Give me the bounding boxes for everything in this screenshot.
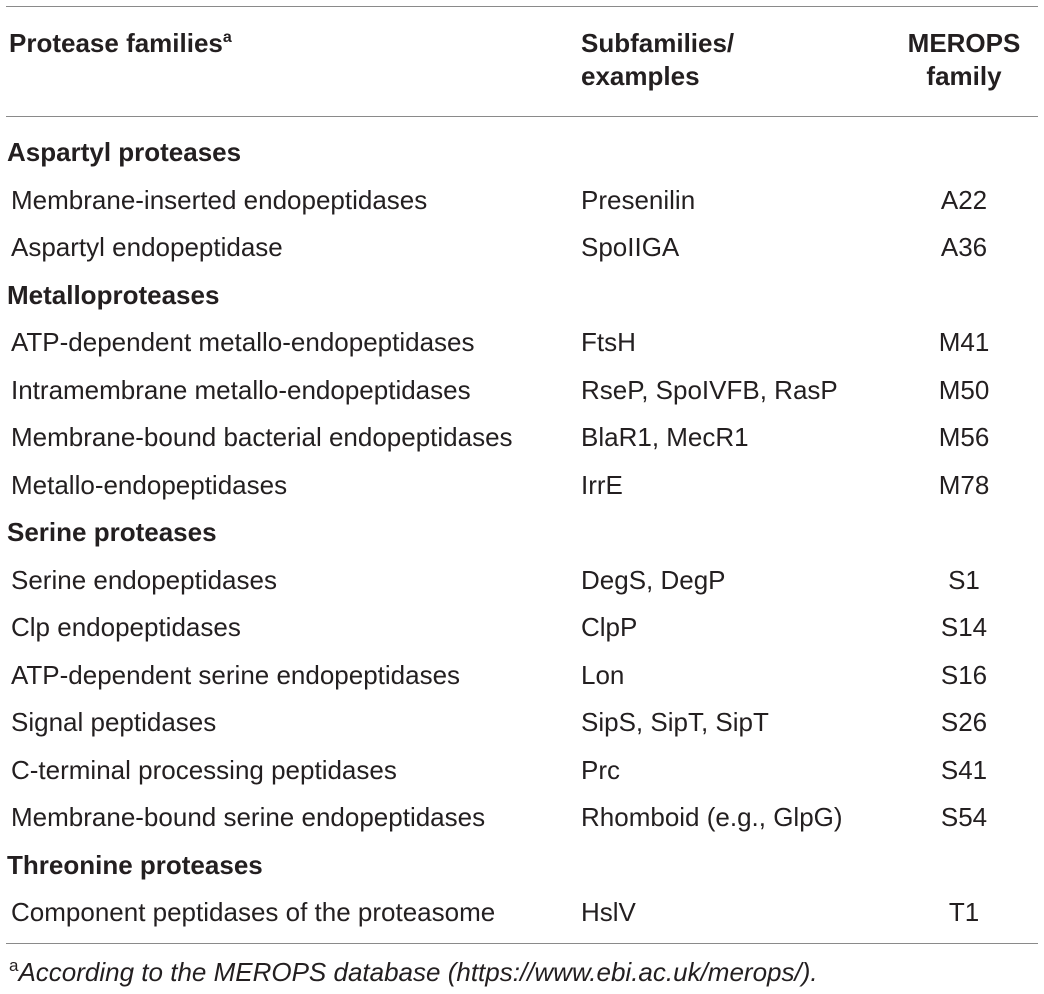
header-footnote-marker: a <box>222 29 232 46</box>
cell-subfamily-examples: DegS, DegP <box>581 564 726 595</box>
cell-subfamily-examples: FtsH <box>581 327 636 357</box>
section-label: Threonine proteases <box>7 849 263 880</box>
header-merops-line1: MEROPS <box>907 28 1021 58</box>
cell-protease-family: Membrane-inserted endopeptidases <box>11 184 428 215</box>
cell-subfamily-examples: RseP, SpoIVFB, RasP <box>581 374 838 405</box>
header-merops-line2: family <box>926 61 1002 91</box>
cell-merops-family: M78 <box>938 469 990 500</box>
table-top-rule <box>6 6 1038 7</box>
table-row <box>0 224 1044 272</box>
cell-merops-family: A36 <box>940 232 988 262</box>
header-subfamilies-examples <box>581 27 781 93</box>
header-subfamilies-line1: Subfamilies/ <box>581 28 735 58</box>
header-subfamilies-line2: examples <box>581 61 700 91</box>
header-protease-families-text: Protease families <box>9 28 223 58</box>
cell-protease-family: ATP-dependent serine endopeptidases <box>11 659 461 690</box>
table-row <box>0 557 1044 605</box>
cell-protease-family: Component peptidases of the proteasome <box>11 897 496 927</box>
cell-protease-family: Membrane-bound bacterial endopeptidases <box>11 422 513 452</box>
footnote-marker: a <box>9 956 19 975</box>
cell-merops-family: S1 <box>948 564 980 595</box>
section-label: Aspartyl proteases <box>7 137 242 167</box>
cell-protease-family: Aspartyl endopeptidase <box>11 232 283 262</box>
cell-protease-family: Metallo-endopeptidases <box>11 469 288 500</box>
cell-protease-family: Intramembrane metallo-endopeptidases <box>11 374 471 405</box>
table-row <box>0 604 1044 652</box>
table-row <box>0 177 1044 225</box>
cell-subfamily-examples: HslV <box>581 897 636 927</box>
cell-merops-family: M50 <box>938 374 990 405</box>
cell-merops-family: M41 <box>938 327 990 357</box>
cell-subfamily-examples: Prc <box>581 754 620 785</box>
table-row <box>0 462 1044 510</box>
cell-merops-family: S54 <box>940 802 988 832</box>
section-header-row <box>0 129 1044 177</box>
cell-protease-family: Clp endopeptidases <box>11 612 241 642</box>
cell-subfamily-examples: Presenilin <box>581 184 696 215</box>
cell-merops-family: S26 <box>940 707 988 737</box>
cell-merops-family: S41 <box>940 754 988 785</box>
table-body <box>0 129 1044 937</box>
table-row <box>0 652 1044 700</box>
table-row <box>0 414 1044 462</box>
cell-subfamily-examples: ClpP <box>581 612 638 642</box>
section-label: Metalloproteases <box>7 279 220 310</box>
cell-subfamily-examples: BlaR1, MecR1 <box>581 422 749 452</box>
cell-merops-family: S14 <box>940 612 988 642</box>
table-row <box>0 699 1044 747</box>
cell-merops-family: A22 <box>940 184 988 215</box>
cell-subfamily-examples: SpoIIGA <box>581 232 680 262</box>
cell-merops-family: T1 <box>948 897 980 927</box>
cell-protease-family: ATP-dependent metallo-endopeptidases <box>11 327 475 357</box>
cell-subfamily-examples: Rhomboid (e.g., GlpG) <box>581 802 843 832</box>
cell-protease-family: C-terminal processing peptidases <box>11 754 397 785</box>
cell-protease-family: Serine endopeptidases <box>11 564 277 595</box>
header-bottom-rule <box>6 116 1038 117</box>
header-protease-families <box>9 27 232 60</box>
section-header-row <box>0 272 1044 320</box>
section-header-row <box>0 842 1044 890</box>
table-row <box>0 794 1044 842</box>
table-bottom-rule <box>6 943 1038 944</box>
table-row <box>0 367 1044 415</box>
cell-protease-family: Membrane-bound serine endopeptidases <box>11 802 486 832</box>
cell-protease-family: Signal peptidases <box>11 707 217 737</box>
table-row <box>0 889 1044 937</box>
header-merops-family <box>890 27 1038 93</box>
section-header-row <box>0 509 1044 557</box>
cell-subfamily-examples: Lon <box>581 659 625 690</box>
cell-merops-family: S16 <box>940 659 988 690</box>
table-row <box>0 747 1044 795</box>
cell-subfamily-examples: IrrE <box>581 469 623 500</box>
table-row <box>0 319 1044 367</box>
cell-merops-family: M56 <box>938 422 990 452</box>
section-label: Serine proteases <box>7 517 217 547</box>
table-footnote <box>9 955 818 989</box>
cell-subfamily-examples: SipS, SipT, SipT <box>581 707 769 737</box>
footnote-text: According to the MEROPS database (https://www.ebi.ac.uk/merops/). <box>18 957 818 987</box>
